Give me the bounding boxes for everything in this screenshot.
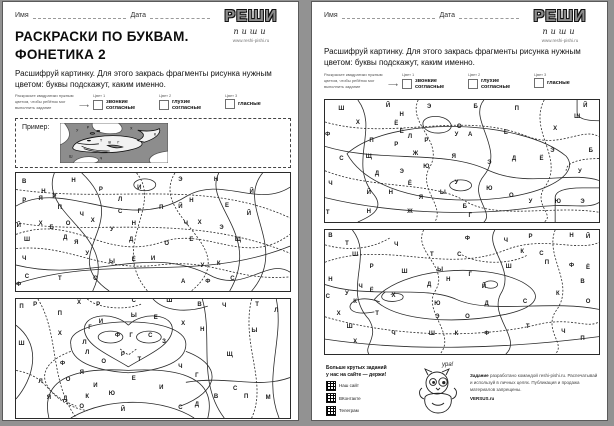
puzzle-letter: Ш (338, 105, 345, 112)
qr-code-icon (326, 393, 336, 403)
legend-label-line2: согласные (171, 105, 202, 112)
puzzle-letter: Ф (60, 361, 66, 368)
puzzle-letter: С (148, 332, 153, 339)
puzzle-letter: П (244, 393, 249, 400)
puzzle-letter: П (544, 260, 550, 267)
puzzle-letter: О (585, 298, 591, 305)
logo-script: пиши (233, 27, 269, 36)
puzzle-letter: Й (385, 103, 391, 110)
puzzle-letter: Г (137, 208, 141, 215)
puzzle-letter: У (528, 199, 533, 206)
puzzle-letter: Щ (365, 154, 372, 161)
puzzle-letter: С (457, 251, 462, 258)
name-label: Имя (15, 12, 29, 19)
puzzle-letter: Р (369, 264, 374, 271)
color-legend (15, 93, 291, 119)
legend-item-voiceless (468, 72, 530, 91)
puzzle-letter: Э (435, 313, 440, 320)
puzzle-letter: Е (503, 129, 508, 136)
logo-wordmark: РЕШИ (533, 8, 587, 25)
puzzle-letter: В (213, 393, 219, 400)
puzzle-letter: Ф (114, 332, 120, 339)
puzzle-letter: П (369, 138, 374, 145)
example-whale-image (60, 123, 168, 163)
puzzle-letter: Я (79, 369, 84, 376)
puzzle-letter: Т (525, 323, 530, 330)
date-label: Дата (130, 12, 146, 19)
legend-label-line1: гласные (237, 100, 261, 107)
puzzle-letter: Н (388, 189, 393, 196)
puzzle-letter: В (108, 140, 111, 145)
legend-note: Раскрасьте квадратики нужным цветом, чтобы ребёнок мог выполнить задание (324, 72, 383, 89)
puzzle-letter: Ч (99, 156, 103, 161)
puzzle-letter: Ф (569, 262, 575, 269)
puzzle-letter: К (85, 393, 90, 400)
puzzle-letter: Г (117, 140, 120, 145)
promo-line2: у нас на сайте — держи! (326, 371, 387, 378)
legend-item-voiced (93, 93, 155, 112)
puzzle-letter: Э (487, 160, 492, 167)
qr-row-site (326, 381, 414, 391)
puzzle-letter: И (98, 318, 104, 325)
puzzle-letter: И (93, 382, 98, 389)
puzzle-letter: О (79, 404, 85, 411)
qr-row-telegram (326, 406, 414, 416)
puzzle-letter: Е (189, 237, 194, 244)
puzzle-letter: Н (328, 276, 333, 283)
legend-tag: Цвет 2 (158, 93, 172, 98)
color2-checkbox[interactable] (159, 100, 169, 110)
puzzle-letter: К (454, 331, 459, 338)
puzzle-letter: Р (52, 193, 57, 200)
puzzle-letter: В (197, 301, 202, 308)
puzzle-letter: К (353, 298, 357, 305)
puzzle-letter: Ю (486, 186, 493, 193)
puzzle-letter: Д (374, 171, 380, 178)
copyright-text: разработано командой reshi-pishi.ru. Распечатывай и используй в личных целях. Публикация и продажа материалов запрещены. (470, 373, 598, 393)
puzzle-letter: Н (366, 209, 371, 216)
puzzle-letter: Н (569, 233, 574, 240)
logo-script: пиши (542, 27, 578, 36)
puzzle-letter: Н (41, 188, 46, 195)
puzzle-letter: Н (446, 276, 451, 283)
reshi-pishi-logo (523, 8, 597, 43)
puzzle-letter: Ё (369, 287, 374, 294)
puzzle-letter: Е (224, 203, 229, 210)
puzzle-letter: М (265, 394, 271, 401)
puzzle-letter: О (101, 359, 107, 366)
puzzle-letter: Р (33, 301, 38, 308)
puzzle-letter: У (577, 168, 582, 175)
page-title-line2: ФОНЕТИКА 2 (15, 47, 106, 63)
puzzle-letter: Й (246, 211, 252, 218)
legend-tag: Цвет 2 (467, 72, 481, 77)
puzzle-letter: Д (511, 155, 517, 162)
puzzle-letter: У (110, 226, 114, 233)
puzzle-letter: А (468, 132, 473, 139)
instruction-text: Расшифруй картинку. Для этого закрась фрагменты рисунка нужным цветом: буквы подскажут, каким именно. (324, 47, 581, 68)
puzzle-letter: Т (99, 138, 103, 143)
puzzle-letter: Б (462, 204, 467, 211)
puzzle-letter: Й (120, 406, 126, 413)
qr-label: ВКонтакте (339, 395, 361, 401)
puzzle-letter: Н (189, 198, 194, 205)
puzzle-letter: Л (38, 379, 43, 386)
puzzle-letter: Ш (505, 264, 512, 271)
legend-label-line2: согласные (414, 84, 445, 91)
puzzle-letter: Л (82, 340, 87, 347)
qr-label: Телеграм (339, 408, 359, 413)
puzzle-letter: П (580, 336, 585, 343)
puzzle-letter: Х (197, 219, 202, 226)
puzzle-letter: Г (129, 332, 133, 339)
puzzle-letter: Р (96, 301, 101, 308)
puzzle-letter: Ё (586, 265, 591, 272)
puzzle-letter: О (93, 276, 98, 283)
legend-item-vowels (534, 72, 596, 88)
puzzle-letter: П (57, 205, 62, 212)
puzzle-letter: Ы (251, 328, 258, 335)
legend-tag: Цвет 1 (92, 93, 106, 98)
puzzle-letter: Ш (401, 269, 408, 276)
name-label: Имя (324, 12, 338, 19)
puzzle-letter: О (456, 123, 462, 130)
puzzle-letter: Х (553, 126, 558, 133)
puzzle-letter: Т (255, 301, 259, 308)
puzzle-letter: А (180, 278, 186, 285)
puzzle-letter: К (216, 260, 221, 267)
puzzle-letter: И (150, 256, 156, 263)
puzzle-letter: С (24, 273, 30, 280)
puzzle-letter: Ч (222, 303, 227, 310)
puzzle-letter: Б (473, 104, 478, 111)
qr-code-icon (326, 381, 336, 391)
legend-tag: Цвет 1 (401, 72, 415, 77)
color1-checkbox[interactable] (402, 79, 412, 89)
puzzle-letter: Ч (178, 363, 183, 370)
puzzle-letter: У (76, 128, 79, 133)
puzzle-letter: Ы (130, 312, 137, 319)
color1-checkbox[interactable] (93, 100, 103, 110)
puzzle-letter: Л (274, 307, 279, 314)
puzzle-letter: С (339, 155, 344, 162)
puzzle-letter: Й (585, 234, 591, 241)
legend-arrow: ⟶ (78, 103, 89, 110)
puzzle-letter: Д (63, 395, 68, 402)
qr-label: Наш сайт (339, 383, 359, 388)
color3-checkbox[interactable] (534, 78, 544, 88)
puzzle-letter: Е (399, 128, 404, 135)
puzzle-letter: С (178, 405, 183, 412)
puzzle-letter: О (164, 240, 170, 247)
puzzle-letter: Е (131, 375, 136, 382)
puzzle-letter: Ч (391, 331, 396, 338)
puzzle-letter: Р (394, 142, 399, 149)
puzzle-letter: У (200, 263, 205, 270)
legend-item-voiceless (159, 93, 221, 112)
puzzle-letter: Г (88, 324, 92, 331)
puzzle-letter: Р (528, 234, 533, 241)
puzzle-letter: Т (325, 210, 330, 217)
puzzle-letter: П (57, 311, 62, 318)
puzzle-letter: Э (580, 199, 585, 206)
puzzle-letter: Г (468, 271, 472, 278)
puzzle-letter: Ё (539, 155, 544, 162)
puzzle-letter: Т (345, 240, 349, 247)
puzzle-letter: Ш (23, 237, 30, 244)
puzzle-letter: Ф (205, 278, 211, 285)
puzzle-letter: Ё (131, 257, 136, 264)
puzzle-letter: Г (195, 373, 199, 380)
puzzle-letter: Ч (79, 212, 84, 219)
puzzle-letter: Н (200, 326, 205, 333)
puzzle-letter: Г (468, 212, 472, 219)
puzzle-letter: Э (426, 104, 432, 111)
page-title-line1: РАСКРАСКИ ПО БУКВАМ. (15, 29, 189, 44)
puzzle-letter: Д (128, 237, 134, 244)
puzzle-letter: Л (85, 349, 90, 356)
puzzle-letter: В (580, 279, 585, 286)
puzzle-letter: Ж (412, 150, 419, 157)
name-date-row (324, 10, 519, 19)
puzzle-letter: С (539, 250, 544, 257)
date-blank-line (459, 10, 519, 19)
puzzle-letter: Ы (437, 266, 444, 273)
puzzle-letter: У (85, 251, 90, 258)
mascot-cat-illustration (415, 359, 461, 415)
legend-label-line1: звонкие (105, 99, 128, 105)
puzzle-letter: Ч (22, 256, 27, 263)
puzzle-letter: Ы (439, 189, 446, 196)
puzzle-letter: Й (249, 188, 254, 195)
legend-label-line1: глухие (480, 78, 500, 84)
puzzle-letter: Р (98, 186, 103, 193)
puzzle-letter: С (233, 386, 238, 393)
name-blank-line (33, 10, 127, 19)
promo-line1: Больше крутых заданий (326, 365, 387, 371)
puzzle-letter: Я (38, 195, 43, 202)
puzzle-letter: Ш (428, 331, 435, 338)
puzzle-letter: Щ (234, 237, 241, 244)
puzzle-letter: Р (22, 198, 27, 205)
puzzle-letter: Р (120, 351, 125, 358)
puzzle-letter: Ё (407, 181, 412, 188)
puzzle-letter: С (131, 298, 136, 305)
puzzle-letter: Л (407, 133, 413, 140)
puzzle-letter: Ё (394, 121, 399, 128)
coloring-puzzle-3-seal (324, 99, 600, 223)
puzzle-letter: Е (153, 315, 158, 322)
puzzle-letter: С (117, 208, 123, 215)
puzzle-letter: Х (181, 320, 186, 327)
legend-label-line2: согласные (105, 105, 136, 112)
puzzle-letter: Т (57, 276, 62, 283)
puzzle-letter: Й (16, 223, 21, 230)
puzzle-letter: В (328, 233, 333, 240)
logo-site-url: www.reshi-pishi.ru (232, 38, 270, 43)
puzzle-letter: С (230, 276, 235, 283)
legend-label-line1: гласные (546, 79, 570, 86)
puzzle-letter: Ш (18, 341, 25, 348)
puzzle-letter: У (345, 291, 349, 298)
legend-note: Раскрасьте квадратики нужным цветом, чтобы ребёнок мог выполнить задание (15, 93, 74, 110)
puzzle-letter: Я (418, 194, 424, 201)
puzzle-letter: Т (430, 251, 434, 258)
puzzle-letter: У (454, 132, 459, 139)
page-title (15, 28, 189, 64)
puzzle-letter: Ю (423, 164, 430, 171)
legend-label-line1: звонкие (414, 78, 437, 84)
puzzle-letter: Ч (358, 284, 363, 291)
copyright-brand: VERSUS.ru (470, 395, 495, 401)
coloring-puzzle-1 (15, 172, 291, 292)
puzzle-letter: Д (63, 234, 68, 241)
puzzle-letter: Х (38, 220, 43, 227)
puzzle-letter: И (159, 385, 164, 392)
puzzle-letter: Р (86, 125, 90, 130)
puzzle-letter: Х (353, 338, 358, 345)
puzzle-letter: Д (484, 301, 489, 308)
puzzle-letter: Х (355, 120, 360, 127)
puzzle-letter: Я (46, 394, 52, 401)
puzzle-letter: К (520, 249, 525, 256)
mascot-speech: ура! (442, 362, 454, 368)
instruction-text: Расшифруй картинку. Для этого закрась фрагменты рисунка нужным цветом: буквы подскажут, каким именно. (15, 69, 272, 90)
coloring-puzzle-2-owl (15, 298, 291, 419)
puzzle-letter: Р (424, 138, 429, 145)
puzzle-letter: Й (366, 189, 371, 196)
puzzle-letter: Х (77, 299, 82, 306)
puzzle-letter: Н (399, 111, 404, 118)
example-box (15, 118, 291, 168)
puzzle-letter: Т (137, 356, 142, 363)
color3-checkbox[interactable] (225, 99, 235, 109)
puzzle-letter: Ш (352, 251, 359, 258)
puzzle-letter: Д (426, 281, 432, 288)
color2-checkbox[interactable] (468, 79, 478, 89)
legend-label-line2: согласные (480, 84, 511, 91)
puzzle-letter: Ф (484, 331, 490, 338)
reshi-pishi-logo (214, 8, 288, 43)
footer-promo-block (326, 365, 414, 416)
puzzle-letter: Ф (464, 235, 471, 242)
puzzle-letter: Ф (325, 132, 331, 139)
puzzle-letter: Ю (554, 199, 561, 206)
puzzle-letter: П (514, 105, 519, 112)
puzzle-letter: О (65, 220, 71, 227)
puzzle-letter: Л (118, 197, 123, 204)
puzzle-letter: О (508, 193, 514, 200)
name-date-row (15, 10, 210, 19)
legend-arrow: ⟶ (387, 82, 398, 89)
legend-item-vowels (225, 93, 287, 109)
puzzle-letter: Н (71, 178, 76, 185)
puzzle-letter: Ю (434, 301, 441, 308)
puzzle-letter: Ш (574, 114, 581, 121)
worksheet-page-2 (311, 1, 608, 421)
puzzle-letter: И (137, 185, 142, 192)
copyright-note (470, 372, 598, 402)
puzzle-letter: Б (588, 148, 593, 155)
puzzle-letter: О (465, 313, 470, 320)
puzzle-letter: П (19, 304, 24, 311)
puzzle-letter: Н (131, 220, 136, 227)
puzzle-letter: К (556, 291, 560, 298)
puzzle-letter: Й (178, 204, 183, 211)
puzzle-letter: П (159, 205, 164, 212)
puzzle-letter: Ф (16, 282, 22, 289)
puzzle-letter: В (22, 179, 27, 186)
puzzle-letter: Й (583, 103, 588, 110)
puzzle-letter: Э (550, 148, 555, 155)
puzzle-letter: Я (451, 154, 456, 161)
puzzle-letter: К (153, 132, 157, 137)
puzzle-letter: Э (399, 168, 404, 175)
qr-row-vk (326, 393, 414, 403)
puzzle-letter: Х (391, 292, 396, 299)
puzzle-letter: Ш (166, 298, 173, 305)
puzzle-letter: Ы (108, 258, 115, 265)
name-blank-line (342, 10, 436, 19)
puzzle-letter: З (162, 338, 166, 345)
puzzle-letter: Т (375, 311, 379, 318)
copyright-lead: Задание (470, 373, 489, 378)
worksheet-page-1 (2, 1, 299, 421)
puzzle-letter: Х (57, 330, 62, 337)
puzzle-letter: Ю (108, 391, 115, 398)
puzzle-letter: Ш (346, 323, 353, 330)
puzzle-letter: С (325, 293, 330, 300)
puzzle-letter: Й (481, 284, 487, 291)
example-label: Пример: (22, 124, 50, 131)
puzzle-letter: Х (90, 218, 95, 225)
puzzle-letter: Х (336, 311, 341, 318)
date-blank-line (150, 10, 210, 19)
puzzle-letter: О (65, 376, 71, 383)
puzzle-letter: Щ (226, 351, 233, 358)
puzzle-letter: Ж (407, 209, 413, 216)
puzzle-letter: Ч (328, 181, 333, 188)
puzzle-letter: Ч (394, 241, 399, 248)
puzzle-letter: Ч (183, 220, 188, 227)
qr-code-icon (326, 406, 336, 416)
puzzle-letter: Б (49, 225, 54, 232)
color-legend (324, 72, 600, 98)
puzzle-letter: С (522, 298, 528, 305)
puzzle-letter: Д (194, 401, 199, 408)
puzzle-letter: У (454, 179, 459, 186)
puzzle-letter: Я (74, 239, 79, 246)
legend-tag: Цвет 3 (224, 93, 238, 98)
legend-label-line1: глухие (171, 99, 191, 105)
puzzle-letter: Х (130, 126, 133, 131)
puzzle-letter: Ш (69, 153, 73, 158)
puzzle-letter: Ч (503, 238, 508, 245)
logo-wordmark: РЕШИ (224, 8, 278, 25)
puzzle-letter: Н (213, 177, 219, 184)
legend-tag: Цвет 3 (533, 72, 547, 77)
date-label: Дата (439, 12, 455, 19)
legend-item-voiced (402, 72, 464, 91)
coloring-puzzle-4-fish (324, 229, 600, 355)
puzzle-letter: Ч (561, 328, 566, 335)
logo-site-url: www.reshi-pishi.ru (541, 38, 579, 43)
puzzle-letter: Э (178, 177, 183, 184)
puzzle-letter: Э (219, 225, 224, 232)
